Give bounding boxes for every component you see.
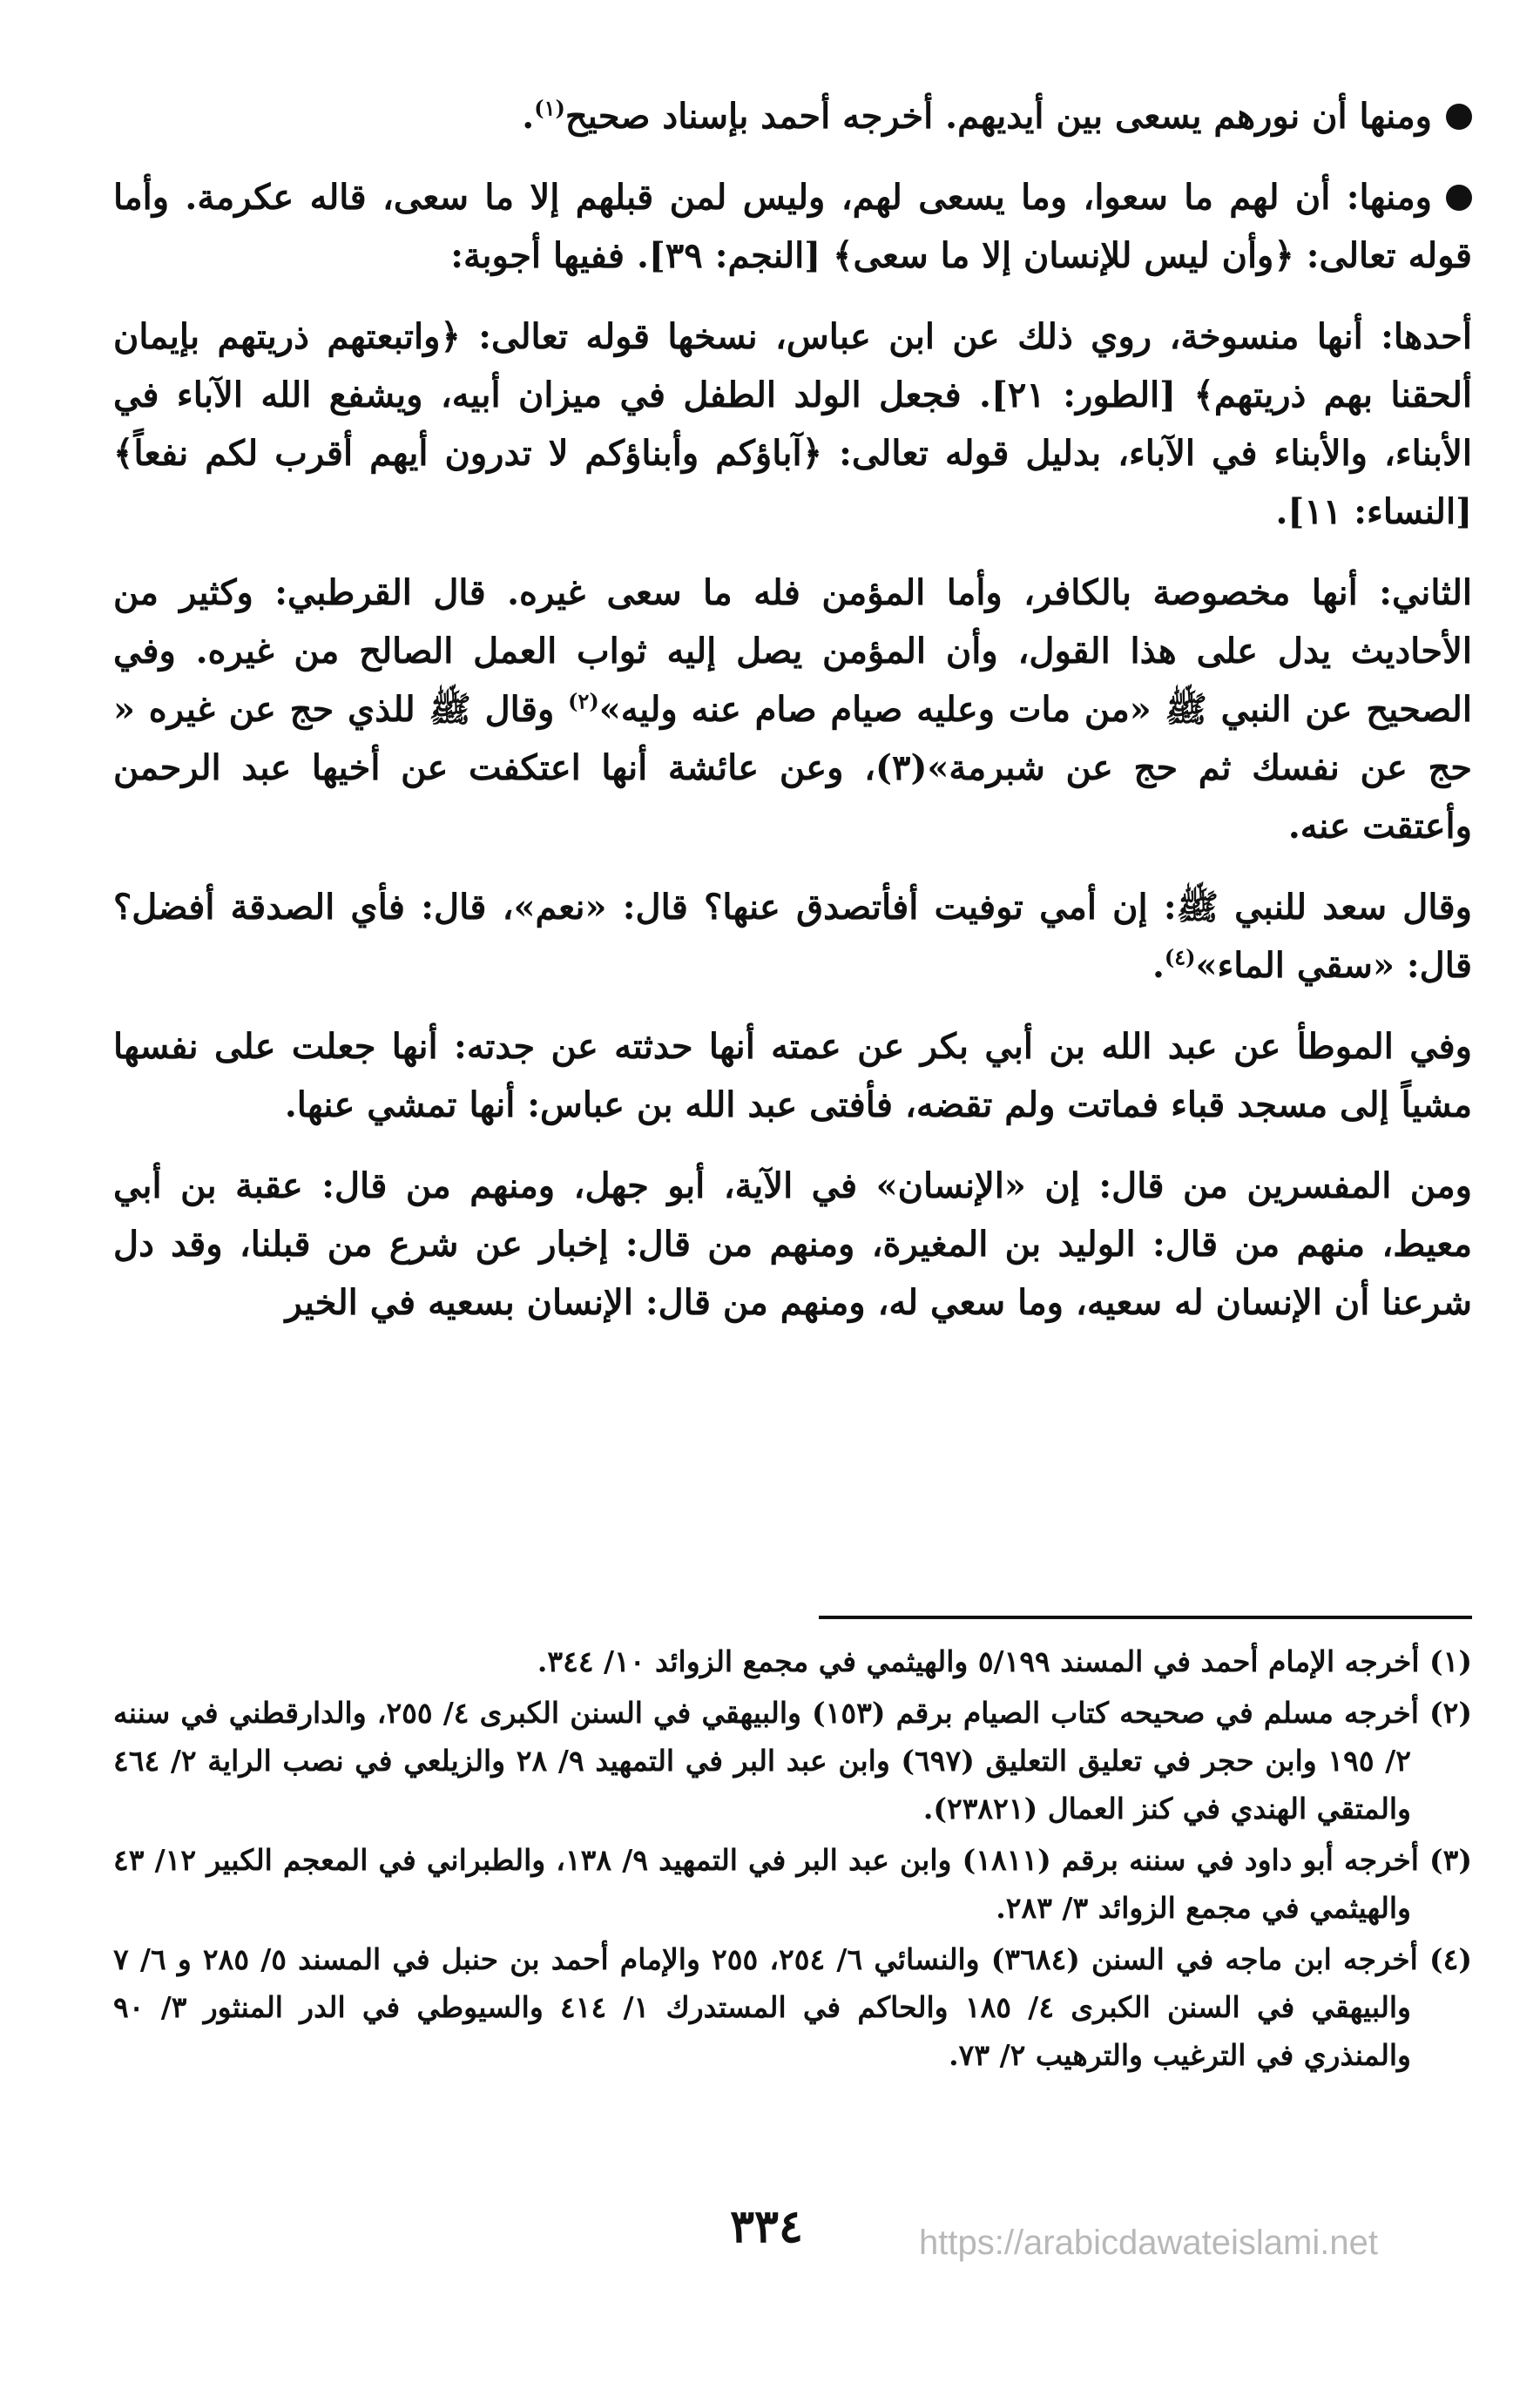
footnote xyxy=(113,1637,1472,1685)
paragraph xyxy=(113,87,1472,145)
page-number: ٣٣٤ xyxy=(730,2200,803,2253)
footnote-number: (٢) xyxy=(1429,1696,1473,1730)
paragraph-text: ومنها: أن لهم ما سعوا، وما يسعى لهم، وليس لمن قبلهم إلا ما سعى، قاله عكرمة. وأما قوله تعالى: ﴿وأن ليس للإنسان إلا ما سعى﴾ [النجم: ٣٩]. ففيها أجوبة: xyxy=(113,177,1472,276)
footnote-divider xyxy=(819,1616,1472,1619)
paragraph-text: الثاني: أنها مخصوصة بالكافر، وأما المؤمن فله ما سعى غيره. قال القرطبي: وكثير من الأحاديث يدل على هذا القول، وأن المؤمن يصل إليه ثواب العمل الصالح من غيره. وفي الصحيح عن النبي ﷺ «من مات وعليه صيام صام عنه وليه» xyxy=(113,572,1472,730)
paragraph-tail: وقال ﷺ للذي حج عن غيره « حج عن نفسك ثم حج عن شبرمة»(٣)، وعن عائشة أنها اعتكفت عن أخيها عبد الرحمن وأعتقت عنه. xyxy=(113,689,1473,847)
paragraph xyxy=(113,1017,1472,1134)
footnotes xyxy=(113,1637,1472,2082)
footnote xyxy=(113,1836,1472,1932)
paragraph-text: أحدها: أنها منسوخة، روي ذلك عن ابن عباس، نسخها قوله تعالى: ﴿واتبعتهم ذريتهم بإيمان ألحقنا بهم ذريتهم﴾ [الطور: ٢١]. فجعل الولد الطفل في ميزان أبيه، ويشفع الله الآباء في الأبناء، والأبناء في الآباء، بدليل قوله تعالى: ﴿آباؤكم وأبناؤكم لا تدرون أيهم أقرب لكم نفعاً﴾ [النساء: ١١]. xyxy=(113,316,1473,532)
footnote-number: (٣) xyxy=(1429,1843,1473,1877)
paragraph-text: ومنها أن نورهم يسعى بين أيديهم. أخرجه أحمد بإسناد صحيح xyxy=(564,96,1432,137)
bullet-icon xyxy=(1446,185,1472,211)
footnote-ref[interactable]: (١) xyxy=(534,95,565,121)
watermark-url: https://arabicdawateislami.net xyxy=(919,2224,1378,2262)
paragraph xyxy=(113,168,1472,285)
footnote xyxy=(113,1689,1472,1833)
paragraph-text: ومن المفسرين من قال: إن «الإنسان» في الآية، أبو جهل، ومنهم من قال: عقبة بن أبي معيط، منهم من قال: الوليد بن المغيرة، ومنهم من قال: إخبار عن شرع من قبلنا، وقد دل شرعنا أن الإنسان له سعيه، وما سعي له، ومنهم من قال: الإنسان بسعيه في الخير xyxy=(113,1165,1472,1323)
footnote-text: أخرجه مسلم في صحيحه كتاب الصيام برقم (١٥٣) والبيهقي في السنن الكبرى ٤/ ٢٥٥، والدارقطني في سننه ٢/ ١٩٥ وابن حجر في تعليق التعليق (٦٩٧) وابن عبد البر في التمهيد ٩/ ٢٨ والزيلعي في نصب الراية ٢/ ٤٦٤ والمتقي الهندي في كنز العمال (٢٣٨٢١). xyxy=(113,1696,1419,1826)
footnote-text: أخرجه أبو داود في سننه برقم (١٨١١) وابن عبد البر في التمهيد ٩/ ١٣٨، والطبراني في المعجم الكبير ١٢/ ٤٣ والهيثمي في مجمع الزوائد ٣/ ٢٨٣. xyxy=(113,1843,1419,1925)
footnote-ref[interactable]: (٤) xyxy=(1164,944,1196,970)
footnote-text: أخرجه ابن ماجه في السنن (٣٦٨٤) والنسائي ٦/ ٢٥٤، ٢٥٥ والإمام أحمد بن حنبل في المسند ٥/ ٢٨٥ و ٦/ ٧ والبيهقي في السنن الكبرى ٤/ ١٨٥ والحاكم في المستدرك ١/ ٤١٤ والسيوطي في الدر المنثور ٣/ ٩٠ والمنذري في الترغيب والترهيب ٢/ ٧٣. xyxy=(113,1942,1418,2072)
bullet-icon xyxy=(1446,104,1472,130)
paragraph-text: وقال سعد للنبي ﷺ: إن أمي توفيت أفأتصدق عنها؟ قال: «نعم»، قال: فأي الصدقة أفضل؟ قال: «سقي الماء» xyxy=(113,887,1472,986)
footnote xyxy=(113,1935,1472,2079)
footnote-number: (٤) xyxy=(1429,1942,1472,1976)
paragraph-text: وفي الموطأ عن عبد الله بن أبي بكر عن عمته أنها حدثته عن جدته: أنها جعلت على نفسها مشياً إلى مسجد قباء فماتت ولم تقضه، فأفتى عبد الله بن عباس: أنها تمشي عنها. xyxy=(113,1026,1472,1125)
footnote-text: أخرجه الإمام أحمد في المسند ٥/١٩٩ والهيثمي في مجمع الزوائد ١٠/ ٣٤٤. xyxy=(537,1644,1420,1678)
paragraph xyxy=(113,878,1472,995)
main-text xyxy=(113,87,1472,1354)
paragraph xyxy=(113,1157,1472,1332)
paragraph-tail: . xyxy=(522,96,535,137)
footnote-ref[interactable]: (٢) xyxy=(568,688,599,714)
paragraph xyxy=(113,307,1472,541)
paragraph xyxy=(113,564,1472,855)
footnote-number: (١) xyxy=(1429,1644,1472,1678)
paragraph-tail: . xyxy=(1152,945,1165,986)
